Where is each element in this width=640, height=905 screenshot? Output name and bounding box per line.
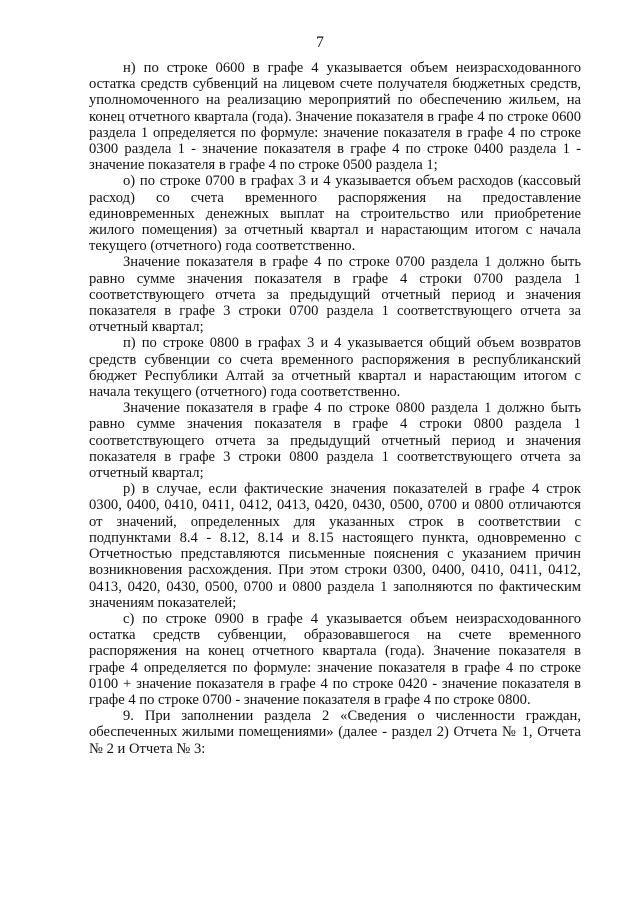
paragraph-9-section-2: 9. При заполнении раздела 2 «Сведения о численности граждан, обеспеченных жилыми помещениями» (далее - раздел 2) Отчета № 1, Отчета № 2 и Отчета № 3: [89,708,581,757]
paragraph-r-discrepancy: р) в случае, если фактические значения показателей в графе 4 строк 0300, 0400, 0410, 0411, 0412, 0413, 0420, 0430, 0500, 0700 и 0800 отличаются от значений, определенных для указанных строк в соответствии с подпунктами 8.4 - 8.12, 8.14 и 8.15 настоящего пункта, одновременно с Отчетностью представляются письменные пояснения с указанием причин возникновения расхождения. При этом строки 0300, 0400, 0410, 0411, 0412, 0413, 0420, 0430, 0500, 0700 и 0800 раздела 1 заполняются по фактическим значениям показателей; [89,481,581,611]
document-body [89,60,581,757]
paragraph-line-0800-value: Значение показателя в графе 4 по строке 0800 раздела 1 должно быть равно сумме значения показателя в графе 4 строки 0800 раздела 1 соответствующего отчета за предыдущий отчетный период и значения показателя в графе 3 строки 0800 раздела 1 соответствующего отчета за отчетный квартал; [89,400,581,482]
paragraph-p-line-0800: п) по строке 0800 в графах 3 и 4 указывается общий объем возвратов средств субвенции со счета временного распоряжения в республиканский бюджет Республики Алтай за отчетный квартал и нарастающим итогом с начала текущего (отчетного) года соответственно. [89,335,581,401]
paragraph-s-line-0900: с) по строке 0900 в графе 4 указывается объем неизрасходованного остатка средств субвенции, образовавшегося на счете временного распоряжения на конец отчетного квартала (года). Значение показателя в графе 4 определяется по формуле: значение показателя в графе 4 по строке 0100 + значение показателя в графе 4 по строке 0420 - значение показателя в графе 4 по строке 0700 - значение показателя в графе 4 по строке 0800. [89,610,581,708]
paragraph-o-line-0700: о) по строке 0700 в графах 3 и 4 указывается объем расходов (кассовый расход) со счета временного распоряжения на предоставление единовременных денежных выплат на строительство или приобретение жилого помещения) за отчетный квартал и нарастающим итогом с начала текущего (отчетного) года соответственно. [89,173,581,255]
page-number: 7 [316,34,324,51]
paragraph-line-0700-value: Значение показателя в графе 4 по строке 0700 раздела 1 должно быть равно сумме значения показателя в графе 4 строки 0700 раздела 1 соответствующего отчета за предыдущий отчетный период и значения показателя в графе 3 строки 0700 раздела 1 соответствующего отчета за отчетный квартал; [89,254,581,336]
paragraph-n-line-0600: н) по строке 0600 в графе 4 указывается объем неизрасходованного остатка средств субвенций на лицевом счете получателя бюджетных средств, уполномоченного на реализацию мероприятий по обеспечению жильем, на конец отчетного квартала (года). Значение показателя в графе 4 по строке 0600 раздела 1 определяется по формуле: значение показателя в графе 4 по строке 0300 раздела 1 - значение показателя в графе 4 по строке 0400 раздела 1 - значение показателя в графе 4 по строке 0500 раздела 1; [89,60,581,174]
